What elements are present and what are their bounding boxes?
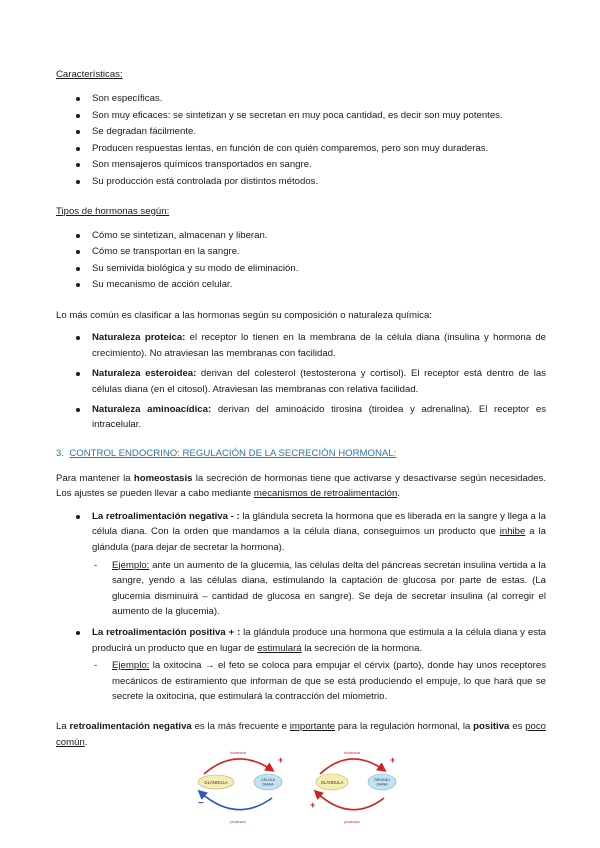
text-run: . (397, 488, 400, 500)
text-run: la glándula produce una hormona que estimula a la célula diana y esta producirá un producto que en lugar de (92, 627, 546, 654)
plus-sign-top: + (390, 755, 396, 765)
text-run: es la más frecuente e (191, 721, 290, 732)
inhibe-term: inhibe (499, 526, 526, 538)
clasificacion-intro: Lo más común es clasificar a las hormonas según su composición o naturaleza química: (56, 309, 432, 321)
section-number: 3. (56, 447, 65, 459)
list-item: Producen respuestas lentas, en función de con quién comparemos, pero son muy duraderas. (56, 141, 546, 158)
example-item (92, 658, 546, 705)
example-label: Ejemplo: (112, 660, 150, 672)
list-item: Son específicas. (56, 91, 546, 108)
product-label: producto (344, 819, 360, 824)
desc-esteroidea: derivan del colesterol (testosterona y cortisol). El receptor está dentro de las células diana (en el citosol). Atraviesan las membranas con relativa facilidad. (92, 368, 546, 395)
list-item-positive (56, 625, 546, 705)
text-run: a la glándula (para dejar de secretar la hormona). (92, 526, 546, 554)
list-item: Son mensajeros químicos transportados en sangre. (56, 157, 546, 174)
minus-sign: − (198, 798, 204, 809)
positive-term-bold: positiva (473, 721, 510, 732)
list-item: Cómo se sintetizan, almacenan y liberan. (56, 228, 546, 245)
conclusion-paragraph (56, 719, 546, 750)
example-label: Ejemplo: (112, 559, 150, 571)
plus-sign: + (278, 755, 284, 765)
target-label-1: ÓRGANO (374, 778, 390, 782)
positive-term: La retroalimentación positiva + : (92, 627, 241, 639)
list-item: Su mecanismo de acción celular. (56, 277, 546, 294)
desc-aminoacidica: derivan del aminoácido tirosina (tiroidea y adrenalina). El receptor es intracelular. (92, 404, 546, 431)
negative-example-list (92, 558, 546, 620)
product-label: producto (230, 819, 246, 824)
homeostasis-term: homeostasis (133, 472, 193, 484)
text-run: La (56, 721, 70, 732)
product-arrow (200, 792, 272, 810)
negative-term: La retroalimentación negativa - : (92, 510, 240, 522)
list-item (56, 330, 546, 361)
section-3-title (56, 447, 546, 461)
hormone-label: hormona (230, 750, 246, 755)
term-proteica: Naturaleza proteica: (92, 332, 186, 344)
text-run: Para mantener la (56, 472, 134, 484)
plus-sign-bottom: + (310, 800, 316, 810)
negative-term-bold: retroalimentación negativa (69, 721, 192, 732)
text-run: para la regulación hormonal, la (335, 721, 474, 732)
example-item (92, 558, 546, 620)
list-item-negative (56, 509, 546, 620)
product-arrow (316, 792, 384, 810)
mecanismos-term: mecanismos de retroalimentación (253, 488, 398, 500)
list-item: Su producción está controlada por distintos métodos. (56, 174, 546, 191)
list-item (56, 402, 546, 433)
list-item: Su semivida biológica y su modo de eliminación. (56, 261, 546, 278)
feedback-list (56, 509, 546, 705)
clasificacion-list (56, 330, 546, 432)
target-label-2: DIANA (262, 782, 274, 787)
homeostasis-paragraph (56, 471, 546, 502)
text-run: es (509, 721, 526, 732)
list-item: Son muy eficaces: se sintetizan y se secretan en muy poca cantidad, es decir son muy potentes. (56, 108, 546, 125)
hormone-arrow (204, 759, 272, 774)
positive-example-list (92, 658, 546, 705)
target-label-1: CÉLULA (261, 778, 275, 782)
list-item (56, 366, 546, 397)
document-page (56, 60, 546, 757)
list-item: Se degradan fácilmente. (56, 124, 546, 141)
list-item: Cómo se transportan en la sangre. (56, 244, 546, 261)
gland-label: GLÁNDULA (204, 780, 228, 785)
text-run: . (84, 736, 88, 748)
target-label-2: DIANA (376, 782, 388, 787)
section-3-body (56, 471, 546, 750)
text-run: la glándula secreta la hormona que es liberada en la sangre y llega a la célula diana. Con la orden que mandamos a la célula diana, conseguimos un producto que (92, 510, 546, 538)
section-title-text: CONTROL ENDOCRINO: REGULACIÓN DE LA SECRECIÓN HORMONAL: (69, 447, 397, 459)
positive-feedback-diagram (310, 750, 396, 824)
caracteristicas-list (56, 91, 546, 191)
negative-feedback-diagram (198, 750, 283, 824)
term-esteroidea: Naturaleza esteroidea: (92, 368, 197, 380)
term-aminoacidica: Naturaleza aminoacídica: (92, 404, 212, 416)
poco-comun-term: poco común (56, 721, 547, 748)
text-run: la secreción de la hormona. (301, 642, 423, 654)
estimulara-term: estimulará (257, 642, 302, 654)
example-text: ante un aumento de la glucemia, las células delta del páncreas secretan insulina vertida a la sangre, yendo a las células diana, estimulando la captación de glucosa por parte de estas. (La glucemia disminuirá – cantidad de glucosa en sangre). Se deja de secretar insulina (al corregir el aumento de la glucemia). (112, 559, 546, 618)
caracteristicas-heading: Características: (56, 69, 123, 80)
hormone-arrow (320, 759, 384, 774)
desc-proteica: el receptor lo tienen en la membrana de la célula diana (insulina y hormona de crecimiento). No atraviesan las membranas con facilidad. (92, 332, 547, 359)
gland-label: GLÁNDULA (320, 780, 344, 785)
feedback-diagrams (186, 748, 406, 828)
importante-term: importante (289, 721, 336, 732)
example-text: la oxitocina → el feto se coloca para empujar el cérvix (parto), donde hay unos receptores mecánicos de estiramiento que informan de que se está produciendo el empuje, lo que hará que se secrete la oxitocina, que estimulará la contracción del miometrio. (112, 660, 546, 703)
tipos-list (56, 228, 546, 294)
tipos-heading: Tipos de hormonas según: (56, 205, 170, 217)
hormone-label: hormona (344, 750, 360, 755)
text-run: la secreción de hormonas tiene que activarse y desactivarse según necesidades. Los ajustes se pueden llevar a cabo mediante (56, 472, 546, 500)
